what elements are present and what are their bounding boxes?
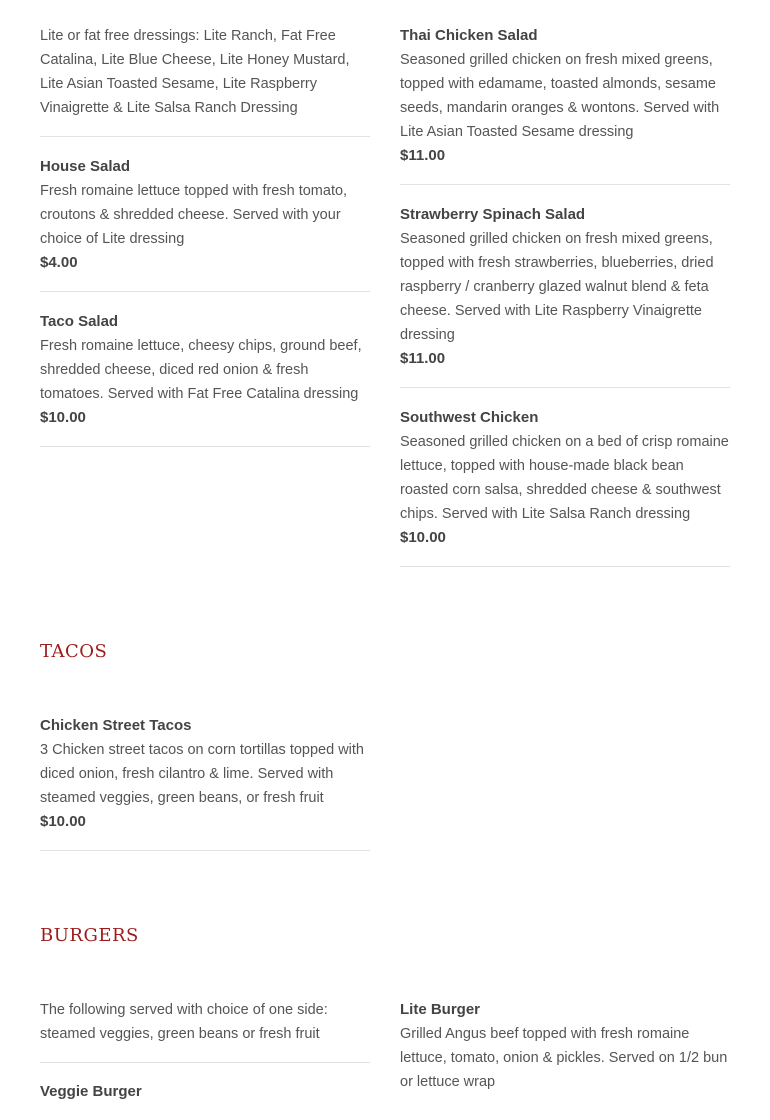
item-description: Grilled Angus beef topped with fresh romaine lettuce, tomato, onion & pickles. Served on 1/2 bun or lettuce wrap — [400, 1026, 728, 1090]
menu-item-veggie-burger — [40, 1080, 370, 1120]
section-title-tacos: TACOS — [40, 641, 108, 662]
item-name: Chicken Street Tacos — [40, 717, 192, 734]
item-description: 3 Chicken street tacos on corn tortillas topped with diced onion, fresh cilantro & lime. Served with steamed veggies, green beans, or fresh fruit — [40, 742, 364, 806]
burger-sides-note-item — [40, 998, 370, 1063]
item-description: Fresh romaine lettuce topped with fresh tomato, croutons & shredded cheese. Served with your choice of Lite dressing — [40, 183, 348, 247]
dressing-note-item — [40, 24, 370, 137]
item-price: $11.00 — [400, 147, 446, 164]
item-description: Seasoned grilled chicken on fresh mixed greens, topped with fresh strawberries, blueberries, dried raspberry / cranberry glazed walnut blend & feta cheese. Served with Lite Raspberry Vinaigrette dressing — [400, 231, 714, 343]
menu-item-southwest-chicken — [400, 406, 730, 567]
item-name: Thai Chicken Salad — [400, 27, 538, 44]
item-name: Southwest Chicken — [400, 409, 539, 426]
menu-item-chicken-street-tacos — [40, 714, 370, 851]
item-description: Fresh romaine lettuce, cheesy chips, ground beef, shredded cheese, diced red onion & fresh tomatoes. Served with Fat Free Catalina dressing — [40, 338, 362, 402]
item-name: Strawberry Spinach Salad — [400, 206, 586, 223]
item-price: $11.00 — [400, 350, 446, 367]
menu-item-house-salad — [40, 155, 370, 292]
item-price: $10.00 — [40, 409, 86, 426]
item-description: The following served with choice of one side: steamed veggies, green beans or fresh fruit — [40, 1002, 328, 1042]
item-description: Seasoned grilled chicken on a bed of crisp romaine lettuce, topped with house-made black bean roasted corn salsa, shredded cheese & southwest chips. Served with Lite Salsa Ranch dressing — [400, 434, 729, 522]
item-description: Seasoned grilled chicken on fresh mixed greens, topped with edamame, toasted almonds, sesame seeds, mandarin oranges & wontons. Served with Lite Asian Toasted Sesame dressing — [400, 52, 720, 140]
menu-item-taco-salad — [40, 310, 370, 447]
item-name: Lite Burger — [400, 1001, 481, 1018]
item-description: Lite or fat free dressings: Lite Ranch, Fat Free Catalina, Lite Blue Cheese, Lite Honey Mustard, Lite Asian Toasted Sesame, Lite Raspberry Vinaigrette & Lite Salsa Ranch Dressing — [40, 28, 350, 116]
item-price: $10.00 — [400, 529, 446, 546]
item-name: Taco Salad — [40, 313, 119, 330]
item-price: $4.00 — [40, 254, 78, 271]
menu-item-thai-chicken-salad — [400, 24, 730, 185]
item-name: House Salad — [40, 158, 131, 175]
item-price: $10.00 — [40, 813, 86, 830]
item-name: Veggie Burger — [40, 1083, 142, 1100]
menu-item-strawberry-spinach-salad — [400, 203, 730, 388]
section-title-burgers: BURGERS — [40, 925, 139, 946]
menu-item-lite-burger — [400, 998, 730, 1098]
